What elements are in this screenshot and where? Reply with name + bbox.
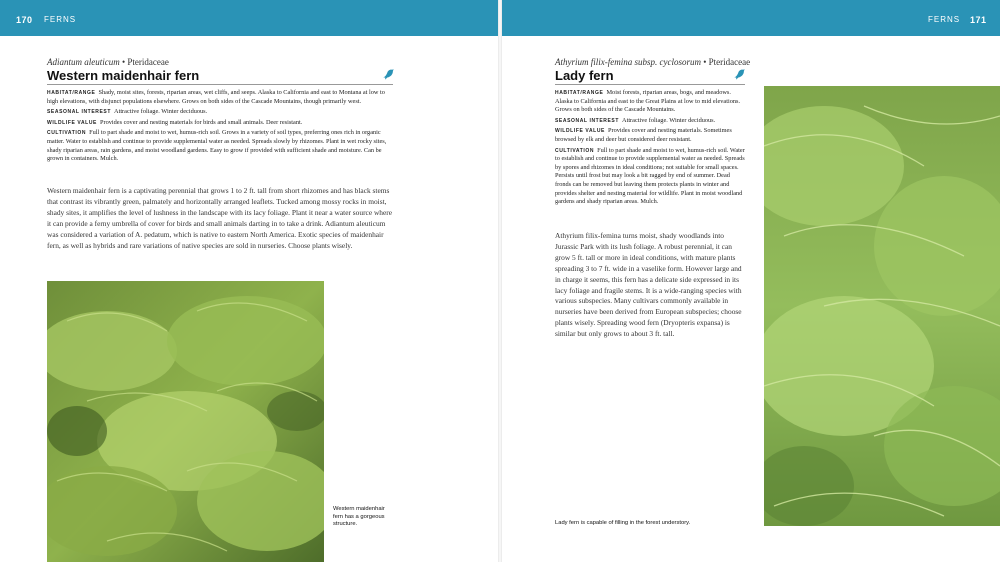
bird-icon bbox=[732, 67, 746, 81]
left-latin-name: Adiantum aleuticum bbox=[47, 57, 120, 67]
right-fact-wildlife bbox=[555, 127, 745, 144]
fact-text: Full to part shade and moist to wet, humus-rich soil. Grows in a variety of soil types, preferring ones rich in organic matter. Water to establish and continue to provide supplemental water as needed. Spreads slowly by rhizomes. Plant in wet rocky sites, shady riparian areas, rain gardens, and moist woodland gardens. Easy to grow if provided with sufficient shade and moisture. Can be grown in containers. Mulch. bbox=[47, 129, 387, 163]
fact-text: Provides cover and nesting materials. Sometimes browsed by elk and deer but considered deer resistant. bbox=[555, 127, 732, 143]
left-fact-wildlife bbox=[47, 119, 392, 128]
fact-text: Attractive foliage. Winter deciduous. bbox=[622, 116, 716, 124]
right-section-title: FERNS bbox=[928, 15, 961, 24]
right-latin-line bbox=[555, 57, 750, 67]
left-section-title: FERNS bbox=[44, 15, 77, 24]
right-title-rule bbox=[555, 84, 745, 85]
right-family: Pteridaceae bbox=[708, 57, 751, 67]
right-latin-name: Athyrium filix-femina subsp. cyclosorum bbox=[555, 57, 701, 67]
book-gutter bbox=[498, 0, 502, 562]
maidenhair-fern-photo bbox=[47, 281, 324, 562]
left-facts bbox=[47, 89, 392, 166]
fact-label: CULTIVATION bbox=[555, 147, 595, 154]
lady-fern-photo bbox=[764, 86, 1000, 526]
fact-text: Shady, moist sites, forests, riparian areas, wet cliffs, and seeps. Alaska to California and east to Montana at low to high elevations, with disjunct populations elsewhere. Grows on both sides of the Cascade Mountains, though primarily west. bbox=[47, 89, 385, 105]
left-fact-cultivation bbox=[47, 129, 392, 163]
right-body-text: Athyrium filix-femina turns moist, shady woodlands into Jurassic Park with its lush foliage. A robust perennial, it can grow 5 ft. tall or more in ideal conditions, with mature plants spreading 3 to 7 ft. wide in a vaselike form. However large and in charge it seems, this fern has a delicate side expressed in its lacy foliage and fragile stems. It is a wide-ranging species with various subspecies. Many cultivars commonly available in nurseries have been derived from European subspecies; choose plants wisely. Spreading wood fern (Dryopteris expansa) is similar but only grows to about 3 ft. tall. bbox=[555, 231, 742, 339]
fact-label: SEASONAL INTEREST bbox=[47, 109, 112, 116]
left-family: Pteridaceae bbox=[127, 57, 169, 67]
left-page-number: 170 bbox=[16, 15, 33, 25]
left-title-rule bbox=[47, 84, 393, 85]
left-latin-line bbox=[47, 57, 169, 67]
fact-label: WILDLIFE VALUE bbox=[47, 119, 97, 126]
fact-label: HABITAT/RANGE bbox=[47, 90, 96, 96]
right-fact-habitat bbox=[555, 89, 745, 115]
fact-label: HABITAT/RANGE bbox=[555, 90, 604, 96]
right-fact-cultivation bbox=[555, 147, 745, 207]
fact-label: SEASONAL INTEREST bbox=[555, 117, 620, 124]
right-photo-caption: Lady fern is capable of filling in the forest understory. bbox=[555, 520, 691, 526]
right-page-number: 171 bbox=[970, 15, 987, 25]
fact-text: Moist forests, riparian areas, bogs, and meadows. Alaska to California and east to the Great Plains at low to mid elevations. Grows on both sides of the Cascade Mountains. bbox=[555, 89, 741, 114]
fact-text: Attractive foliage. Winter deciduous. bbox=[114, 108, 208, 116]
left-body-text: Western maidenhair fern is a captivating perennial that grows 1 to 2 ft. tall from short rhizomes and has black stems that contrast its vibrantly green, palmately and horizontally arranged leaflets. Tucked among mossy rocks in moist, shady sites, it amplifies the level of lushness in the landscape with its lacy foliage. Plant it near a water source where it can provide a ferny umbrella of cover for birds and small animals darting in to take a drink. Adiantum aleuticum was considered a variation of A. pedatum, which is native to eastern North America. Exotic species of maidenhair fern, as well as hybrids and rare variations of native species are sold in nurseries. Choose plants wisely. bbox=[47, 186, 392, 250]
right-facts bbox=[555, 89, 745, 209]
left-bullet: • bbox=[122, 57, 126, 67]
left-fact-seasonal bbox=[47, 108, 392, 117]
fact-label: CULTIVATION bbox=[47, 130, 87, 137]
right-plant-title: Lady fern bbox=[555, 68, 614, 83]
right-fact-seasonal bbox=[555, 117, 745, 126]
bird-icon bbox=[381, 67, 395, 81]
left-plant-title: Western maidenhair fern bbox=[47, 68, 200, 83]
fact-text: Provides cover and nesting materials for birds and small animals. Deer resistant. bbox=[99, 118, 303, 126]
fact-text: Full to part shade and moist to wet, humus-rich soil. Water to establish and continue to provide supplemental water as needed. Spreads by spores and rhizomes in ideal conditions; not suitable for small spaces. Persists until frost but may look a bit ragged by end of summer. Dead fronds can be removed but leaving them protects plants in winter and provides shelter and nesting material for wildlife. Plant in moist woodland gardens and shady riparian areas. Mulch. bbox=[555, 146, 745, 206]
fact-label: WILDLIFE VALUE bbox=[555, 128, 605, 135]
left-fact-habitat bbox=[47, 89, 392, 106]
right-bullet: • bbox=[703, 57, 707, 67]
left-photo-caption: Western maidenhair fern has a gorgeous structure. bbox=[333, 506, 385, 528]
